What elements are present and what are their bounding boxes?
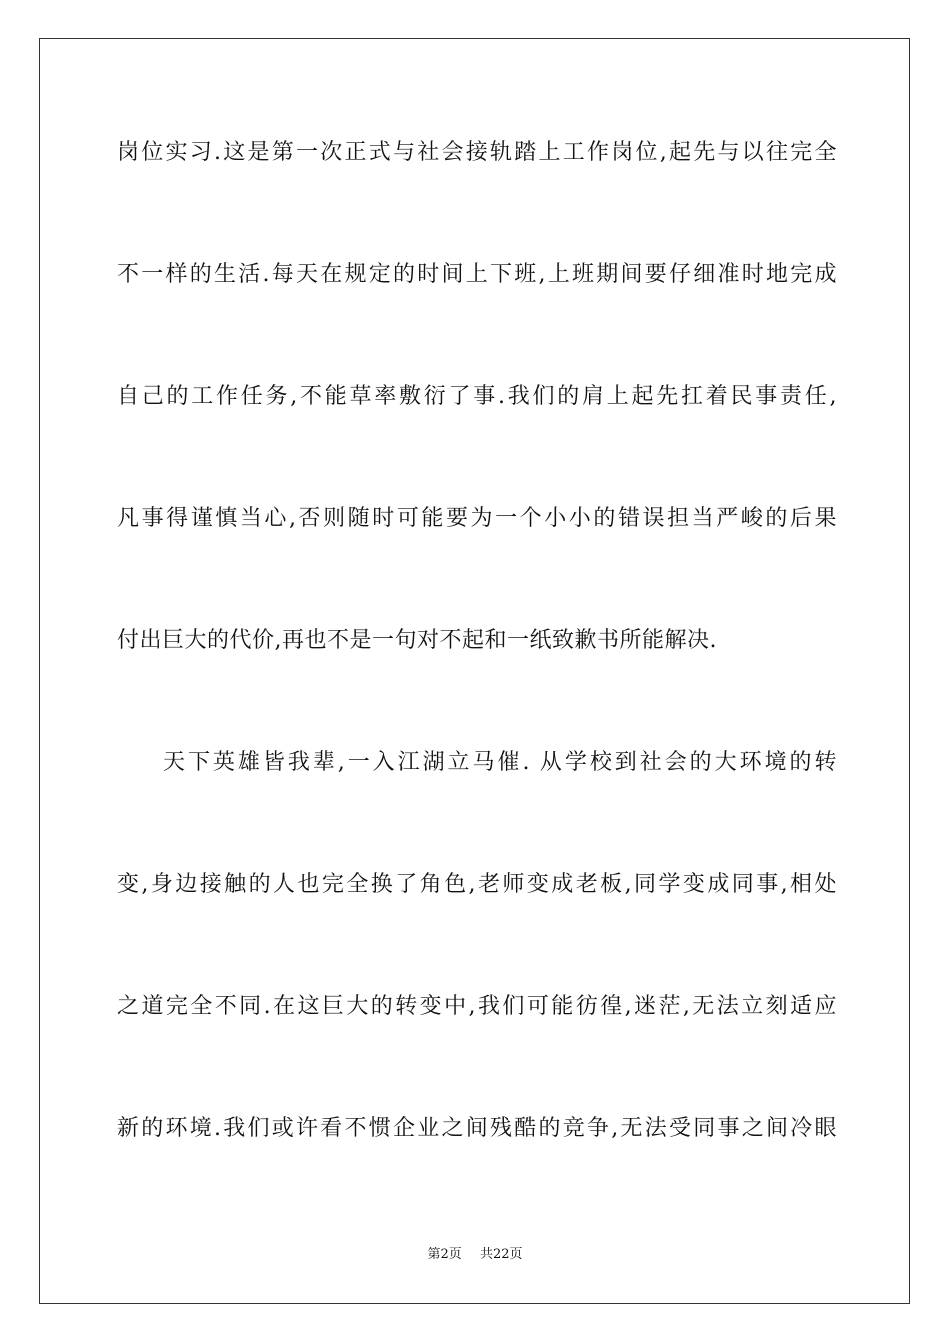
page-number: 第2页: [427, 1247, 462, 1262]
paragraph-2-line-4: 新的环境.我们或许看不惯企业之间残酷的竞争,无法受同事之间冷眼: [117, 1116, 837, 1141]
paragraph-2-line-1: 天下英雄皆我辈,一入江湖立马催. 从学校到社会的大环境的转: [163, 750, 837, 775]
page-footer: [0, 1246, 950, 1264]
paragraph-1-line-2: 不一样的生活.每天在规定的时间上下班,上班期间要仔细准时地完成: [117, 262, 837, 287]
total-pages: 共22页: [479, 1247, 523, 1262]
paragraph-1-line-4: 凡事得谨慎当心,否则随时可能要为一个小小的错误担当严峻的后果: [117, 506, 837, 531]
paragraph-2-line-3: 之道完全不同.在这巨大的转变中,我们可能彷徨,迷茫,无法立刻适应: [117, 994, 837, 1019]
paragraph-1-line-5: 付出巨大的代价,再也不是一句对不起和一纸致歉书所能解决.: [117, 628, 717, 653]
paragraph-1-line-3: 自己的工作任务,不能草率敷衍了事.我们的肩上起先扛着民事责任,: [117, 384, 837, 409]
paragraph-1-line-1: 岗位实习.这是第一次正式与社会接轨踏上工作岗位,起先与以往完全: [117, 140, 837, 165]
paragraph-2-line-2: 变,身边接触的人也完全换了角色,老师变成老板,同学变成同事,相处: [117, 872, 837, 897]
